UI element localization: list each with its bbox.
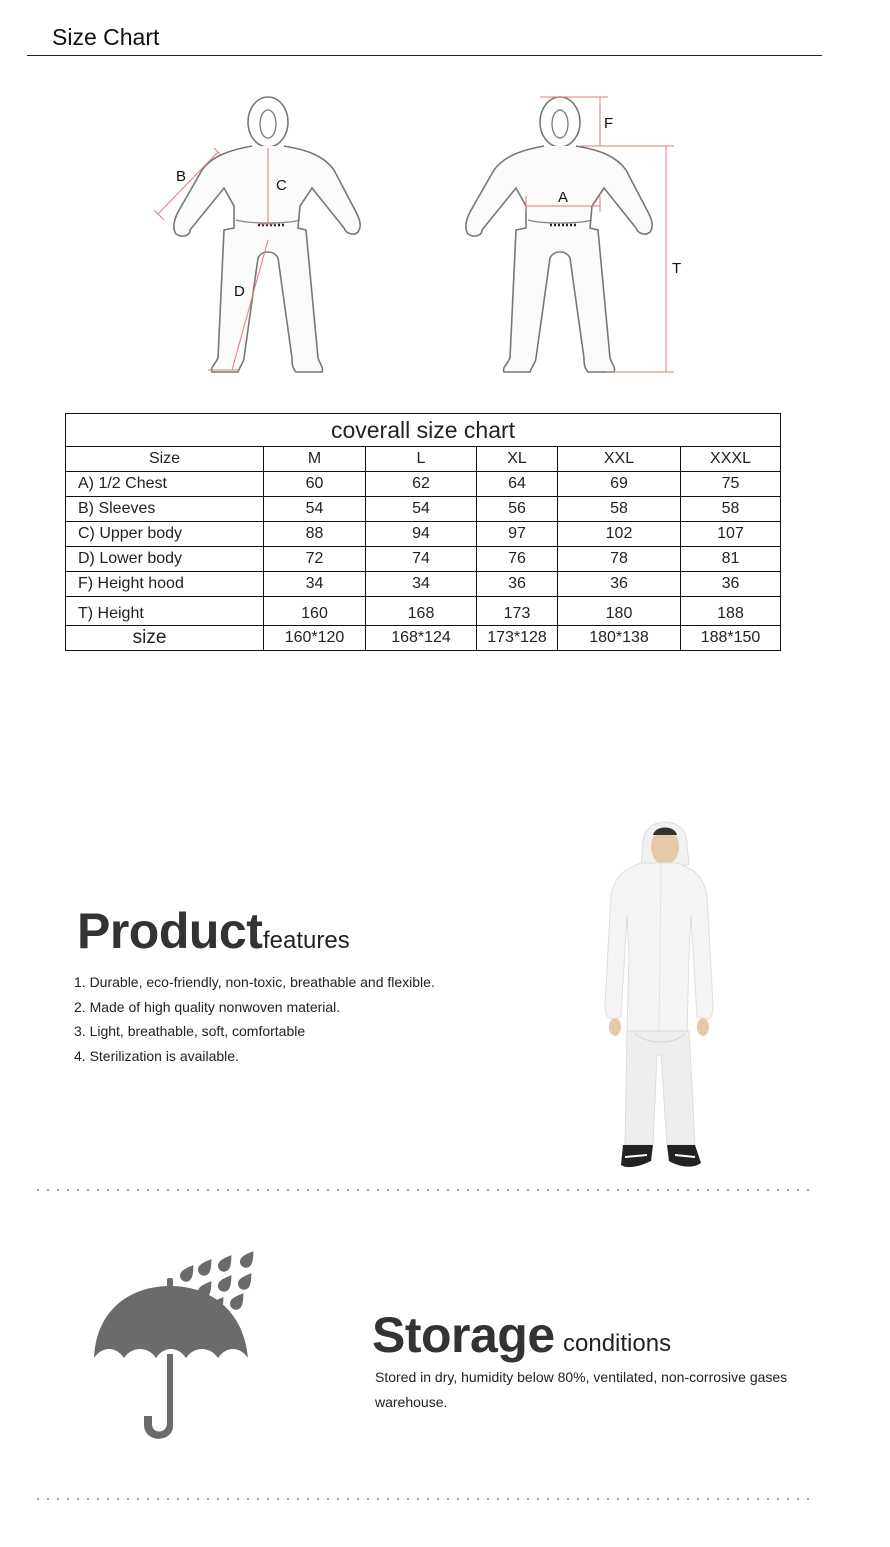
list-item: 3. Light, breathable, soft, comfortable bbox=[74, 1023, 306, 1039]
label-c: C bbox=[276, 177, 287, 194]
row-label: D) Lower body bbox=[66, 547, 264, 572]
table-cell: 78 bbox=[558, 547, 681, 572]
table-cell: 60 bbox=[264, 472, 366, 497]
table-cell: 56 bbox=[477, 497, 558, 522]
table-cell: 188*150 bbox=[681, 626, 781, 651]
label-d: D bbox=[234, 283, 245, 300]
column-header: L bbox=[366, 447, 477, 472]
table-cell: 188 bbox=[681, 597, 781, 626]
table-cell: 54 bbox=[264, 497, 366, 522]
table-cell: 168*124 bbox=[366, 626, 477, 651]
table-cell: 36 bbox=[681, 572, 781, 597]
table-cell: 58 bbox=[558, 497, 681, 522]
table-caption: coverall size chart bbox=[66, 414, 781, 447]
umbrella-icon bbox=[90, 1250, 270, 1445]
table-cell: 34 bbox=[264, 572, 366, 597]
storage-description: Stored in dry, humidity below 80%, ventilated, non-corrosive gases warehouse. bbox=[375, 1369, 788, 1410]
table-cell: 180*138 bbox=[558, 626, 681, 651]
table-cell: 102 bbox=[558, 522, 681, 547]
table-cell: 160 bbox=[264, 597, 366, 626]
row-label: F) Height hood bbox=[66, 572, 264, 597]
row-label: C) Upper body bbox=[66, 522, 264, 547]
dotted-divider bbox=[33, 1498, 813, 1500]
list-item: 2. Made of high quality nonwoven material. bbox=[74, 998, 341, 1015]
table-cell: 173*128 bbox=[477, 626, 558, 651]
coverall-diagram bbox=[140, 88, 700, 388]
row-label: size bbox=[66, 626, 264, 651]
table-cell: 107 bbox=[681, 522, 781, 547]
features-title-sub: features bbox=[263, 927, 350, 954]
table-row bbox=[66, 522, 781, 547]
column-header: M bbox=[264, 447, 366, 472]
storage-title-sub: conditions bbox=[563, 1330, 672, 1357]
table-cell: 64 bbox=[477, 472, 558, 497]
model-photo bbox=[595, 805, 735, 1180]
label-b: B bbox=[176, 168, 187, 185]
table-cell: 180 bbox=[558, 597, 681, 626]
table-row bbox=[66, 497, 781, 522]
row-label: A) 1/2 Chest bbox=[66, 472, 264, 497]
table-cell: 76 bbox=[477, 547, 558, 572]
label-t: T bbox=[672, 260, 682, 277]
table-cell: 36 bbox=[477, 572, 558, 597]
table-cell: 62 bbox=[366, 472, 477, 497]
size-chart-table bbox=[65, 413, 781, 651]
column-header: XXL bbox=[558, 447, 681, 472]
features-title-main: Product bbox=[77, 903, 263, 959]
label-a: A bbox=[558, 189, 569, 206]
features-list bbox=[74, 970, 435, 1068]
table-cell: 97 bbox=[477, 522, 558, 547]
label-f: F bbox=[604, 115, 614, 132]
storage-title-main: Storage bbox=[372, 1307, 555, 1363]
table-cell: 69 bbox=[558, 472, 681, 497]
table-cell: 34 bbox=[366, 572, 477, 597]
table-cell: 75 bbox=[681, 472, 781, 497]
row-label: B) Sleeves bbox=[66, 497, 264, 522]
row-label: T) Height bbox=[66, 597, 264, 626]
table-cell: 74 bbox=[366, 547, 477, 572]
table-cell: 36 bbox=[558, 572, 681, 597]
table-cell: 58 bbox=[681, 497, 781, 522]
table-row bbox=[66, 572, 781, 597]
table-cell: 81 bbox=[681, 547, 781, 572]
table-cell: 173 bbox=[477, 597, 558, 626]
table-row bbox=[66, 547, 781, 572]
table-cell: 160*120 bbox=[264, 626, 366, 651]
table-cell: 54 bbox=[366, 497, 477, 522]
table-header-row bbox=[66, 447, 781, 472]
list-item: 4. Sterilization is available. bbox=[74, 1047, 239, 1064]
table-row bbox=[66, 472, 781, 497]
column-header: XXXL bbox=[681, 447, 781, 472]
table-cell: 72 bbox=[264, 547, 366, 572]
table-row bbox=[66, 597, 781, 626]
column-header: XL bbox=[477, 447, 558, 472]
column-header: Size bbox=[66, 447, 264, 472]
table-cell: 94 bbox=[366, 522, 477, 547]
table-footer-row bbox=[66, 626, 781, 651]
list-item: 1. Durable, eco-friendly, non-toxic, breathable and flexible. bbox=[74, 974, 435, 990]
table-cell: 168 bbox=[366, 597, 477, 626]
title-divider bbox=[27, 55, 822, 56]
dotted-divider bbox=[33, 1189, 813, 1191]
page-title: Size Chart bbox=[52, 24, 160, 50]
table-cell: 88 bbox=[264, 522, 366, 547]
